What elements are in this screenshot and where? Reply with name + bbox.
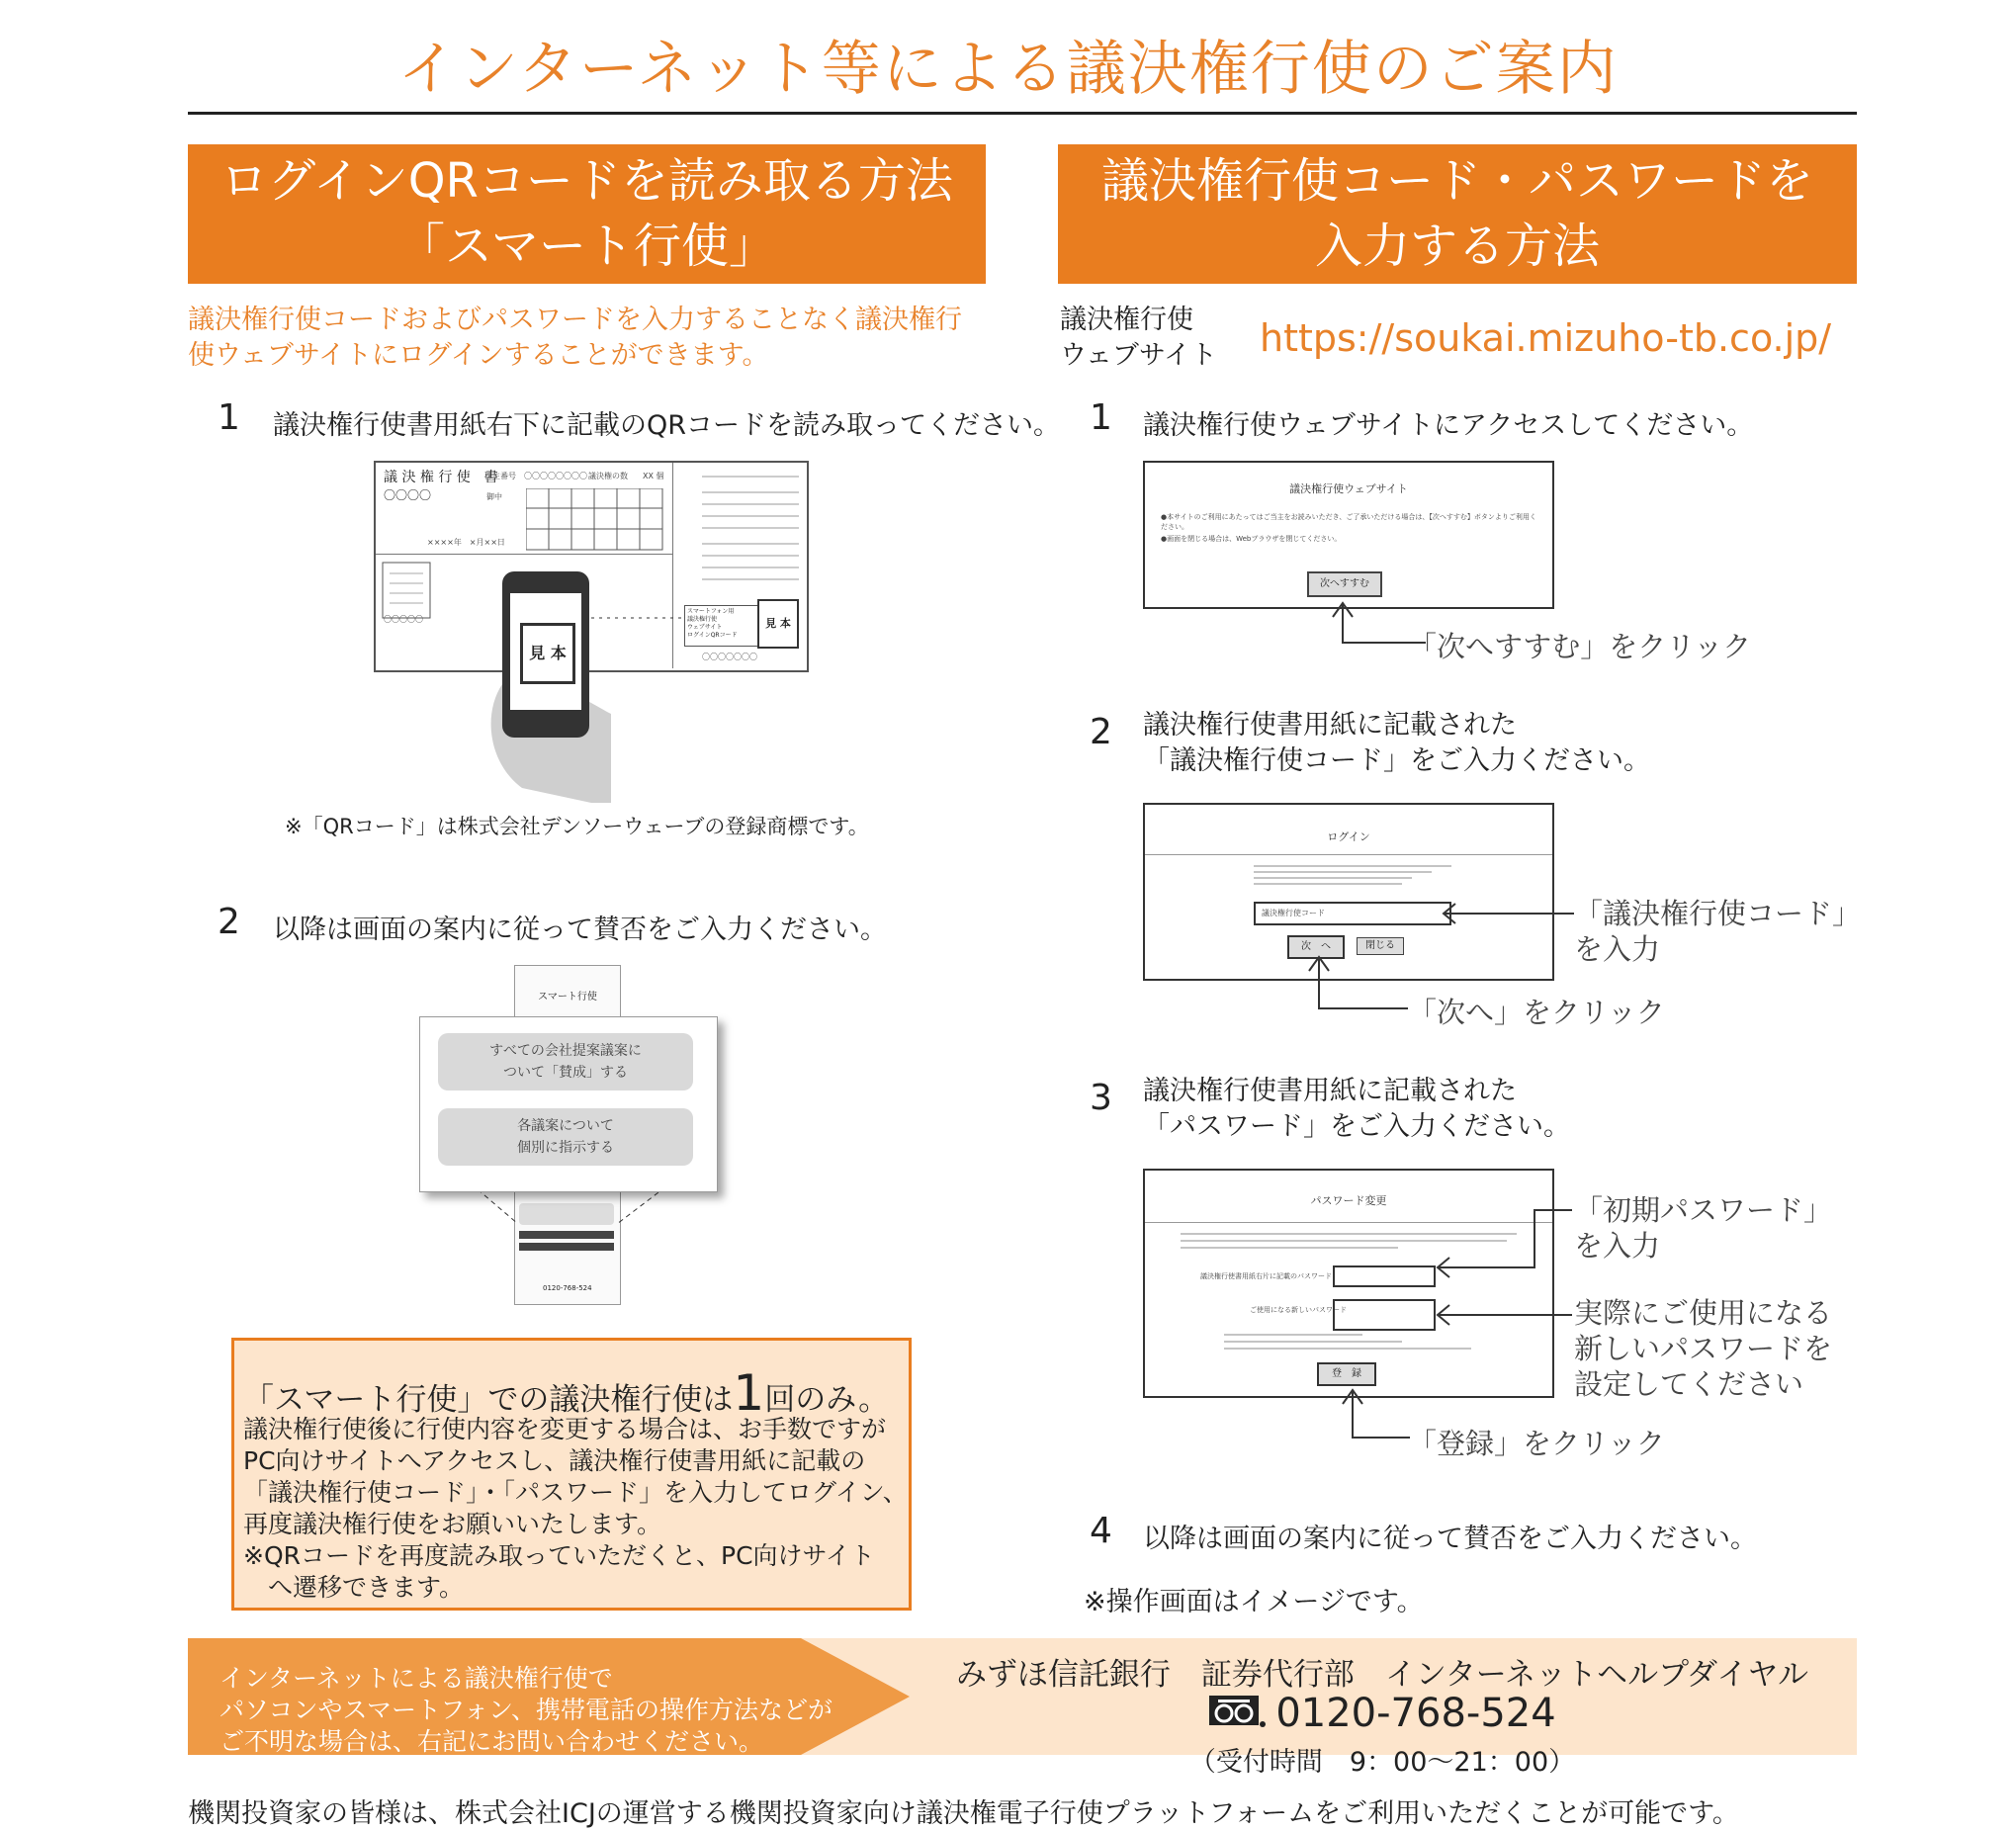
- callout-next: 「次へ」をクリック: [1408, 996, 1665, 1029]
- form-votes-unit: XX 個: [643, 472, 664, 480]
- form-circles-2: 〇〇〇〇〇〇〇: [702, 653, 757, 661]
- login-next-button[interactable]: 次 へ: [1287, 935, 1345, 959]
- login-screen-text-lines: [1254, 862, 1451, 892]
- title-rule: [188, 112, 1857, 115]
- right-step3-text: [1143, 1074, 1570, 1145]
- callout-new-password-line2: 新しいパスワードを: [1574, 1332, 1833, 1365]
- voting-code-field-label: 議決権行使コード: [1262, 909, 1325, 917]
- callout3c-arrow: [1341, 1388, 1414, 1443]
- callout3a-arrow: [1432, 1206, 1576, 1305]
- right-section-header: [1058, 144, 1857, 284]
- phone-qr-sample: 見 本: [520, 623, 575, 684]
- right-step3-line2: 「パスワード」をご入力ください。: [1143, 1111, 1570, 1142]
- callout2a-arrow: [1440, 902, 1578, 925]
- callout2b-arrow: [1307, 955, 1412, 1014]
- right-step4-number: 4: [1090, 1511, 1112, 1551]
- website-screen-line2: ●画面を閉じる場合は、Webブラウザを閉じてください。: [1161, 535, 1342, 543]
- right-step2-line1: 議決権行使書用紙に記載された: [1143, 710, 1517, 741]
- login-screen-mockup: [1143, 803, 1554, 981]
- website-screen-line1: ●本サイトのご利用にあたってはご当主をお読みいただき、ご了承いただける場合は、【次へすすむ】ボタンよりご利用ください。: [1161, 513, 1536, 531]
- left-lead-line1: 議決権行使コードおよびパスワードを入力することなく議決権行: [188, 305, 962, 335]
- form-divider: [376, 554, 672, 555]
- callout-voting-code-line2: を入力: [1574, 932, 1661, 966]
- form-title: 議 決 権 行 使 書: [384, 470, 498, 485]
- right-step1-number: 1: [1090, 397, 1112, 438]
- website-screen-mockup: [1143, 461, 1554, 609]
- callout-voting-code: [1574, 896, 1861, 967]
- form-date: ××××年 ×月××日: [427, 538, 505, 547]
- footer-left-line2: パソコンやスマートフォン、携帯電話の操作方法などが: [219, 1696, 833, 1724]
- form-lines: [684, 471, 801, 589]
- site-label-line2: ウェブサイト: [1060, 340, 1218, 371]
- left-step2-number: 2: [218, 902, 240, 942]
- note-body-line: 「議決権行使コード」・「パスワード」を入力してログイン、: [243, 1478, 908, 1507]
- right-step1-text: 議決権行使ウェブサイトにアクセスしてください。: [1143, 410, 1754, 441]
- note-heading-b: 回のみ。: [764, 1382, 890, 1418]
- note-heading-a: 「スマート行使」での議決権行使は: [243, 1382, 734, 1418]
- callout-next-proceed: 「次へすすむ」をクリック: [1408, 630, 1752, 663]
- phone-screen-title: スマート行使: [538, 992, 597, 1003]
- callout-voting-code-line1: 「議決権行使コード」: [1574, 897, 1862, 930]
- login-close-button[interactable]: 閉じる: [1357, 937, 1404, 955]
- site-label: [1060, 303, 1217, 374]
- callout3b-arrow: [1432, 1303, 1576, 1327]
- right-step2-text: [1143, 708, 1650, 779]
- form-grid: [526, 488, 664, 552]
- individual-line1: 各議案について: [517, 1118, 614, 1134]
- form-honorific: 御中: [486, 492, 502, 501]
- note-body: [243, 1414, 908, 1604]
- password-field2-label: ご使用になる新しいパスワード: [1250, 1306, 1347, 1314]
- right-step4-text: 以降は画面の案内に従って賛否をご入力ください。: [1143, 1524, 1757, 1554]
- smartphone-icon: [502, 571, 589, 738]
- form-shareholder-no: 株主番号 〇〇〇〇〇〇〇〇: [484, 472, 587, 480]
- website-screen-title: 議決権行使ウェブサイト: [1289, 482, 1408, 495]
- note-body-line: へ遷移できます。: [243, 1573, 465, 1602]
- password-screen-notes: [1224, 1331, 1481, 1354]
- note-heading-number: 1: [733, 1364, 765, 1422]
- note-body-line: 議決権行使後に行使内容を変更する場合は、お手数ですが: [243, 1415, 887, 1443]
- smartphone-screen: [510, 593, 581, 710]
- form-votes: 議決権の数: [588, 472, 628, 480]
- helpline-hours: （受付時間 9：00〜21：00）: [1188, 1747, 1576, 1778]
- callout-register: 「登録」をクリック: [1408, 1427, 1665, 1460]
- website-url-link[interactable]: https://soukai.mizuho-tb.co.jp/: [1260, 316, 1832, 360]
- callout-new-password: [1574, 1295, 1832, 1402]
- password-field1-label: 議決権行使書用紙右片に記載のパスワード: [1200, 1272, 1332, 1280]
- note-body-line: PC向けサイトへアクセスし、議決権行使書用紙に記載の: [243, 1446, 866, 1475]
- right-step2-number: 2: [1090, 712, 1112, 752]
- form-name: 〇〇〇〇: [384, 488, 432, 502]
- left-header-line1: ログインQRコードを読み取る方法: [220, 153, 953, 209]
- approve-all-button[interactable]: [438, 1033, 693, 1090]
- right-step3-line1: 議決権行使書用紙に記載された: [1143, 1076, 1517, 1106]
- individual-instruction-button[interactable]: [438, 1108, 693, 1166]
- password-screen-title: パスワード変更: [1310, 1194, 1387, 1207]
- note-body-line: ※QRコードを再度読み取っていただくと、PC向けサイト: [243, 1541, 875, 1570]
- approve-all-line1: すべての会社提案議案に: [489, 1043, 642, 1059]
- approve-all-line2: ついて「賛成」する: [503, 1065, 628, 1081]
- callout-initial-password-line2: を入力: [1574, 1229, 1661, 1263]
- left-step1-number: 1: [218, 397, 240, 438]
- helpline-phone[interactable]: 0120-768-524: [1275, 1691, 1556, 1736]
- callout-new-password-line1: 実際にご使用になる: [1574, 1296, 1833, 1330]
- initial-password-field[interactable]: [1333, 1265, 1436, 1287]
- page-title: インターネット等による議決権行使のご案内: [397, 35, 1619, 104]
- right-header-line2: 入力する方法: [1314, 218, 1600, 274]
- site-label-line1: 議決権行使: [1060, 305, 1193, 335]
- left-step1-text: 議決権行使書用紙右下に記載のQRコードを読み取ってください。: [273, 410, 1061, 441]
- left-header-line2: 「スマート行使」: [396, 218, 777, 274]
- new-password-field[interactable]: [1333, 1299, 1436, 1331]
- left-lead: [188, 303, 962, 374]
- right-step3-number: 3: [1090, 1078, 1112, 1118]
- callout-initial-password-line1: 「初期パスワード」: [1574, 1193, 1833, 1227]
- left-step2-text: 以降は画面の案内に従って賛否をご入力ください。: [273, 915, 887, 945]
- login-screen-divider: [1145, 854, 1552, 855]
- helpline-phone-row: [927, 1691, 1837, 1738]
- qr-trademark-note: ※「QRコード」は株式会社デンソーウェーブの登録商標です。: [285, 815, 869, 838]
- helpline-name: みずほ信託銀行 証券代行部 インターネットヘルプダイヤル: [955, 1657, 1809, 1693]
- right-header-line1: 議決権行使コード・パスワードを: [1100, 153, 1813, 209]
- form-circles: 〇〇〇〇〇: [384, 615, 423, 624]
- freedial-icon: [1208, 1693, 1266, 1738]
- image-note: ※操作画面はイメージです。: [1084, 1587, 1424, 1617]
- individual-line2: 個別に指示する: [517, 1140, 614, 1156]
- right-step2-line2: 「議決権行使コード」をご入力ください。: [1143, 745, 1650, 776]
- form-smartphone-label: スマートフォン用 議決権行使 ウェブサイト ログインQRコード: [684, 605, 779, 647]
- register-button[interactable]: 登 録: [1317, 1362, 1376, 1386]
- footer-left-text: [219, 1663, 833, 1758]
- form-vertical-divider: [672, 463, 673, 668]
- callout-new-password-line3: 設定してください: [1574, 1367, 1804, 1401]
- institutional-investor-note: 機関投資家の皆様は、株式会社ICJの運営する機関投資家向け議決権電子行使プラットフォームをご利用いただくことが可能です。: [188, 1798, 1739, 1829]
- phone-zoom-panel: [419, 1016, 718, 1192]
- left-section-header: [188, 144, 986, 284]
- footer-left-line1: インターネットによる議決権行使で: [219, 1664, 613, 1693]
- form-qr-sample: 見 本: [757, 599, 799, 649]
- note-body-line: 再度議決権行使をお願いいたします。: [243, 1510, 662, 1538]
- voting-code-field[interactable]: [1254, 902, 1451, 925]
- footer-left-line3: ご不明な場合は、右記にお問い合わせください。: [219, 1727, 764, 1756]
- next-proceed-button[interactable]: 次へすすむ: [1307, 571, 1382, 597]
- left-lead-line2: 使ウェブサイトにログインすることができます。: [188, 340, 769, 371]
- callout-initial-password: [1574, 1192, 1832, 1264]
- login-screen-title: ログイン: [1327, 830, 1370, 843]
- phone-screen-phone: 0120-768-524: [543, 1284, 592, 1292]
